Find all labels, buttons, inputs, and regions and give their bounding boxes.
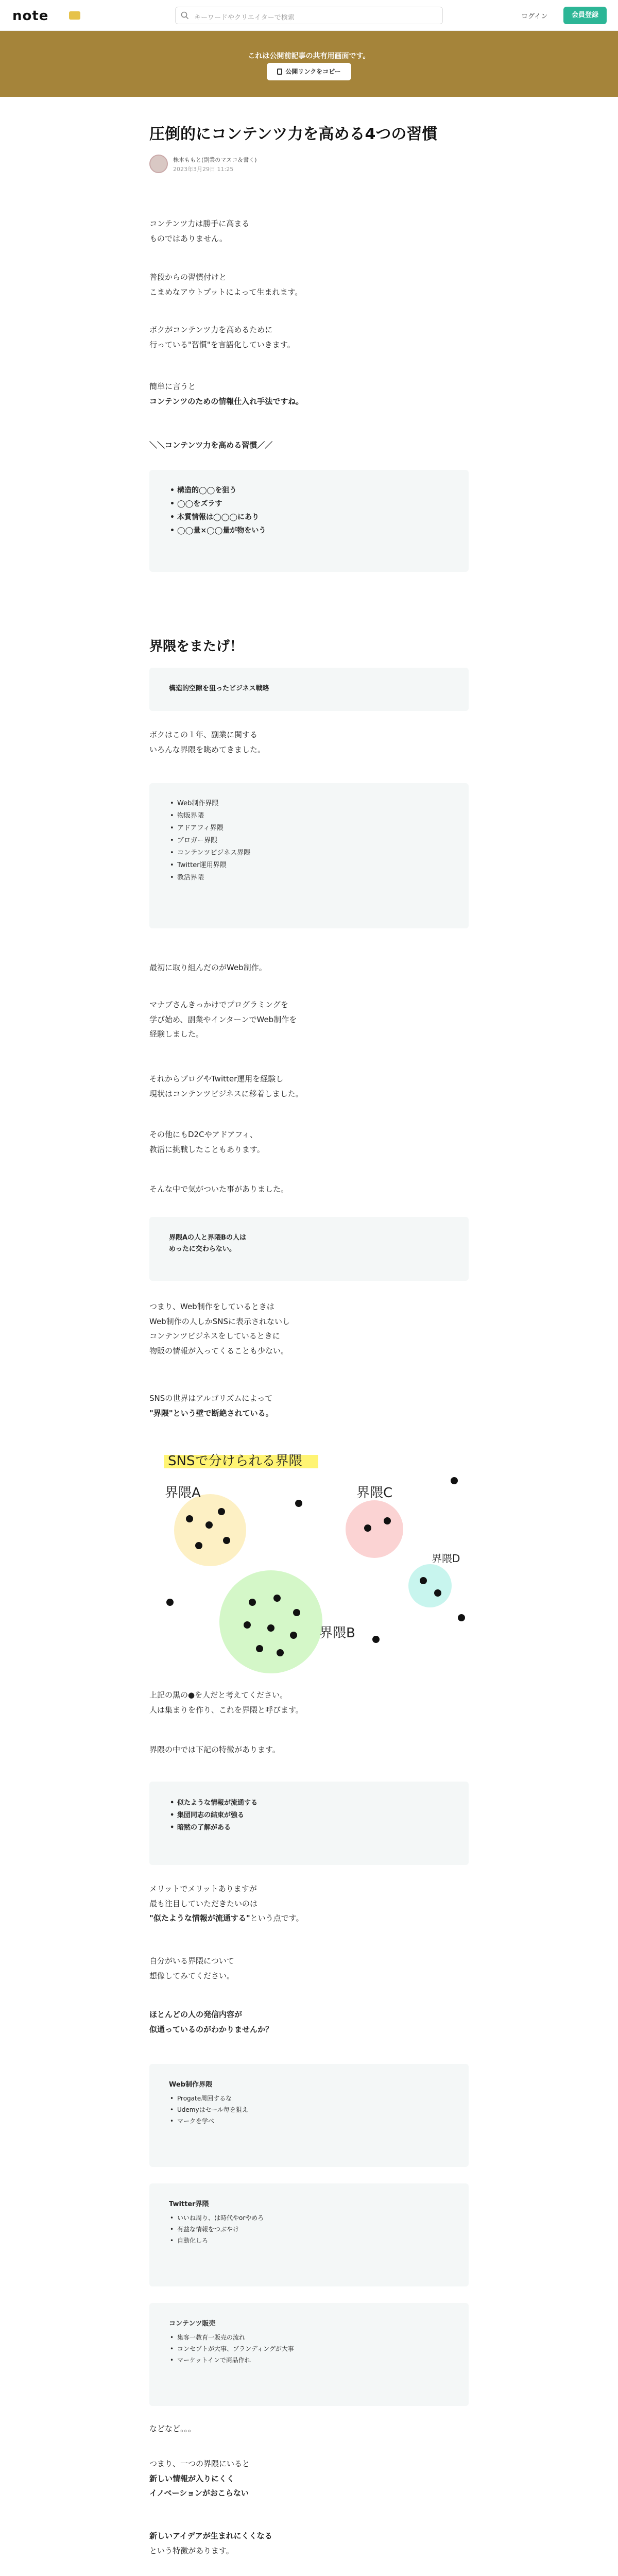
box-title: Twitter界隈 <box>169 2200 209 2208</box>
list-item: • 構造的◯◯を狙う <box>169 484 449 498</box>
text-line: マナブさんきっかけでプログラミングを <box>149 1000 288 1009</box>
list-item: • コンテンツビジネス界隈 <box>169 847 449 859</box>
label-c: 界隈C <box>356 1485 393 1501</box>
cluster-b <box>219 1570 322 1673</box>
note-logo[interactable]: note <box>12 8 49 24</box>
web-box <box>149 2064 469 2167</box>
text-line: つまり、一つの界隈にいると <box>149 2459 250 2468</box>
paragraph: 界隈の中では下記の特徴があります。 <box>149 1745 280 1754</box>
text-line: Web制作の人しかSNSに表示されないし <box>149 1316 290 1326</box>
paragraph <box>149 1127 469 1157</box>
text-line: いろんな界隈を眺めてきました。 <box>149 744 266 754</box>
text-line: 簡単に言うと <box>149 382 196 391</box>
paragraph <box>149 1882 469 1926</box>
intro-paragraph-2 <box>149 270 469 299</box>
paragraph <box>149 1072 469 1101</box>
cluster-a <box>174 1494 246 1566</box>
list-item: • 似たような情報が流通する <box>169 1797 449 1809</box>
figure-title: SNSで分けられる界隈 <box>168 1453 302 1469</box>
text-line: SNSの世界はアルゴリズムによって <box>149 1394 273 1403</box>
intro-paragraph-1 <box>149 216 469 246</box>
label-b: 界隈B <box>319 1625 355 1641</box>
box-title: Web制作界隈 <box>169 2081 212 2089</box>
text-line-bold: 新しいアイデアが生まれにくくなる <box>149 2531 272 2540</box>
list-item: • アドアフィ界隈 <box>169 822 449 835</box>
cluster-diagram <box>149 1448 469 1674</box>
question <box>149 2007 469 2037</box>
text-line: つまり、Web制作をしているときは <box>149 1302 274 1311</box>
cluster-d <box>408 1564 452 1607</box>
text-line: 教活に挑戦したこともあります。 <box>149 1144 265 1154</box>
text-line: 現状はコンテンツビジネスに移着しました。 <box>149 1089 303 1098</box>
text-line: ものではありません。 <box>149 233 227 243</box>
section-label-box <box>149 668 469 711</box>
list-item: • 自動化しろ <box>169 2235 449 2246</box>
note-line: めったに交わらない。 <box>169 1245 236 1253</box>
list-item: • 集団同志の結束が強る <box>169 1809 449 1822</box>
text-line <box>149 1911 469 1926</box>
text-line: 物販の情報が入ってくることも少ない。 <box>149 1346 289 1355</box>
search-placeholder: キーワードやクリエイターで検索 <box>194 14 295 22</box>
features-box <box>149 1782 469 1865</box>
paragraph <box>149 2456 469 2501</box>
list-item: • Twitter運用界隈 <box>169 859 449 872</box>
box-title: コンテンツ販売 <box>169 2320 216 2328</box>
article-title: 圧倒的にコンテンツ力を高める4つの習慣 <box>149 125 438 143</box>
text-line: ほとんどの人の発信内容が <box>149 2010 243 2019</box>
article-body <box>149 0 469 2576</box>
text-line: コンテンツ力は勝手に高まる <box>149 219 250 228</box>
text-line: という特徴があります。 <box>149 2546 234 2555</box>
content-sales-box <box>149 2303 469 2406</box>
text-line: こまめなアウトプットによって生まれます。 <box>149 287 303 297</box>
list-item: • ◯◯量×◯◯量が物をいう <box>169 524 449 538</box>
paragraph <box>149 727 469 757</box>
paragraph: などなど。。。 <box>149 2424 196 2433</box>
paragraph: 最初に取り組んだのがWeb制作。 <box>149 963 267 972</box>
text-line: コンテンツビジネスをしているときに <box>149 1331 280 1341</box>
copy-link-label: 公開リンクをコピー <box>285 68 341 75</box>
logo-badge-icon <box>69 11 80 20</box>
habit-list-box <box>149 470 469 572</box>
text-line: 学び始め、副業やインターンでWeb制作を <box>149 1014 297 1024</box>
fields-list-box <box>149 783 469 928</box>
text-line: その他にもD2Cやアドアフィ、 <box>149 1130 258 1139</box>
text-line: ボクはこの１年、副業に関する <box>149 730 258 739</box>
label-a: 界隈A <box>165 1485 201 1501</box>
figure-sns-clusters <box>149 1448 469 1674</box>
list-item: • マークを学べ <box>169 2115 449 2127</box>
paragraph <box>149 997 469 1042</box>
text-line: 経験しました。 <box>149 1029 204 1039</box>
list-item: • 暗黙の了解がある <box>169 1822 449 1834</box>
text-span: という点です。 <box>250 1913 304 1923</box>
intro-paragraph-3 <box>149 323 469 352</box>
label-d: 界隈D <box>432 1552 460 1565</box>
paragraph <box>149 1391 469 1420</box>
list-item: • Udemyはセール毎を狙え <box>169 2104 449 2115</box>
intro-paragraph-4 <box>149 379 469 409</box>
login-link[interactable]: ログイン <box>521 13 548 21</box>
list-item: • コンセプトが大事、ブランディングが大事 <box>169 2343 449 2354</box>
list-item: • 物販界隈 <box>169 810 449 822</box>
list-item: • 集客一教育一販売の流れ <box>169 2332 449 2343</box>
text-line-bold: 新しい情報が入りにくく <box>149 2473 235 2483</box>
section-heading: 界隈をまたげ！ <box>149 639 244 654</box>
section-label: 構造的空隙を狙ったビジネス戦略 <box>169 685 269 692</box>
text-line: ボクがコンテンツ力を高めるために <box>149 325 273 334</box>
list-item: • Progate周回するな <box>169 2093 449 2104</box>
paragraph <box>149 1688 469 1717</box>
list-item: • いいね周り、は時代やorやめろ <box>169 2212 449 2224</box>
note-box <box>149 1217 469 1281</box>
paragraph <box>149 2529 469 2558</box>
cluster-c <box>346 1500 403 1558</box>
text-line: それからブログやTwitter運用を経験し <box>149 1074 284 1083</box>
list-item: • 教活界隈 <box>169 872 449 884</box>
habit-header: ＼＼コンテンツ力を高める習慣／／ <box>149 440 273 450</box>
paragraph <box>149 1299 469 1358</box>
paragraph <box>149 1954 469 1983</box>
text-line: 似通っているのがわかりませんか？ <box>149 2024 273 2034</box>
paragraph: そんな中で気がついた事がありました。 <box>149 1184 289 1194</box>
bold-span: "似たような情報が流通する" <box>149 1913 250 1923</box>
text-line: 行っている"習慣"を言語化していきます。 <box>149 340 295 349</box>
note-line: 界隈Aの人と界隈Bの人は <box>169 1234 246 1242</box>
text-line: 上記の黒の●を人だと考えてください。 <box>149 1690 288 1700</box>
list-item: • ◯◯をズラす <box>169 498 449 511</box>
text-line: 最も注目していただきたいのは <box>149 1899 258 1908</box>
twitter-box <box>149 2183 469 2286</box>
list-item: • Web制作界隈 <box>169 798 449 810</box>
text-line: 普段からの習慣付けと <box>149 273 227 282</box>
text-line: 人は集まりを作り、これを界隈と呼びます。 <box>149 1705 303 1715</box>
text-line-bold: イノベーションがおこらない <box>149 2488 249 2498</box>
list-item: • 本質情報は◯◯◯にあり <box>169 511 449 524</box>
list-item: • ブロガー界隈 <box>169 835 449 847</box>
publish-date: 2023年3月29日 11:25 <box>173 166 234 173</box>
author-name[interactable]: 株本ももと(副業のマスコ＆書く) <box>173 157 257 163</box>
text-line: 自分がいる界隈について <box>149 1956 234 1965</box>
text-line-bold: "界隈"という壁で断絶されている。 <box>149 1408 273 1418</box>
list-item: • マーケットインで商品作れ <box>169 2354 449 2366</box>
list-item: • 有益な情報をつぶやけ <box>169 2224 449 2235</box>
text-line: 想像してみてください。 <box>149 1971 235 1980</box>
banner-message: これは公開前記事の共有用画面です。 <box>248 52 370 60</box>
text-line: メリットでメリットありますが <box>149 1884 257 1893</box>
text-line-bold: コンテンツのための情報仕入れ手法ですね。 <box>149 396 304 406</box>
signup-button[interactable]: 会員登録 <box>563 7 607 24</box>
